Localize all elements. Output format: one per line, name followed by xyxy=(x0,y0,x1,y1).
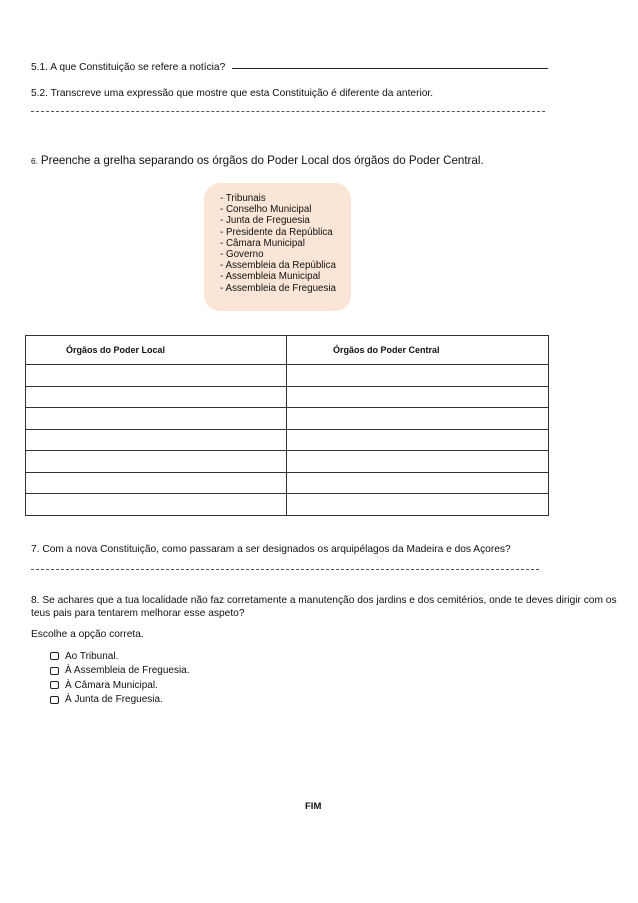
poder-central-cell[interactable] xyxy=(287,429,549,451)
table-row xyxy=(26,408,549,430)
checkbox-icon[interactable] xyxy=(50,652,59,660)
poder-central-cell[interactable] xyxy=(287,451,549,473)
poder-central-cell[interactable] xyxy=(287,386,549,408)
question-7-number: 7. xyxy=(31,544,40,555)
table-row xyxy=(26,365,549,387)
answer-option[interactable] xyxy=(50,664,190,679)
word-bank-item: - Câmara Municipal xyxy=(220,237,305,249)
table-row xyxy=(26,472,549,494)
checkbox-icon[interactable] xyxy=(50,681,59,689)
header-poder-local: Órgãos do Poder Local xyxy=(26,336,287,365)
classification-grid xyxy=(25,335,549,516)
table-row xyxy=(26,451,549,473)
question-8-line1: 8. Se achares que a tua localidade não faz corretamente a manutenção dos jardins e dos cemitérios, onde te deves dirigir com os xyxy=(31,595,617,606)
question-5-2: 5.2. Transcreve uma expressão que mostre que esta Constituição é diferente da anterior. xyxy=(31,88,434,99)
poder-local-cell[interactable] xyxy=(26,408,287,430)
poder-local-cell[interactable] xyxy=(26,472,287,494)
poder-local-cell[interactable] xyxy=(26,365,287,387)
poder-central-cell[interactable] xyxy=(287,494,549,516)
word-bank-item: - Assembleia de Freguesia xyxy=(220,282,336,294)
answer-option-label: À Assembleia de Freguesia. xyxy=(65,665,190,677)
answer-option[interactable] xyxy=(50,649,190,664)
question-7 xyxy=(31,544,511,555)
question-5-1: 5.1. A que Constituição se refere a notícia? xyxy=(31,62,226,73)
question-8-line2: teus pais para tentarem melhorar esse aspeto? xyxy=(31,608,245,619)
word-bank-item: - Conselho Municipal xyxy=(220,204,312,216)
word-bank-item: - Assembleia da República xyxy=(220,260,336,272)
poder-central-cell[interactable] xyxy=(287,365,549,387)
poder-local-cell[interactable] xyxy=(26,494,287,516)
answer-option-label: À Junta de Freguesia. xyxy=(65,694,163,706)
end-label: FIM xyxy=(305,801,322,812)
poder-local-cell[interactable] xyxy=(26,386,287,408)
header-poder-central: Órgãos do Poder Central xyxy=(287,336,549,365)
answer-line-5-1[interactable] xyxy=(232,68,548,69)
checkbox-icon[interactable] xyxy=(50,667,59,675)
question-8-instruction: Escolhe a opção correta. xyxy=(31,629,144,640)
answer-option[interactable] xyxy=(50,693,190,708)
word-bank-item: - Tribunais xyxy=(220,193,266,204)
poder-central-cell[interactable] xyxy=(287,472,549,494)
answer-option-label: Ao Tribunal. xyxy=(65,650,119,662)
poder-local-cell[interactable] xyxy=(26,429,287,451)
word-bank-box xyxy=(204,183,351,311)
answer-line-7[interactable] xyxy=(31,569,539,570)
poder-central-cell[interactable] xyxy=(287,408,549,430)
word-bank-item: - Governo xyxy=(220,249,264,261)
table-row xyxy=(26,429,549,451)
question-6-text: Preenche a grelha separando os órgãos do Poder Local dos órgãos do Poder Central. xyxy=(40,154,484,167)
answer-line-5-2[interactable] xyxy=(31,111,545,112)
answer-options xyxy=(50,649,190,707)
answer-option-label: À Câmara Municipal. xyxy=(65,679,158,691)
word-bank-item: - Junta de Freguesia xyxy=(220,215,310,227)
poder-local-cell[interactable] xyxy=(26,451,287,473)
table-row xyxy=(26,386,549,408)
question-6 xyxy=(31,154,484,167)
word-bank-item: - Presidente da República xyxy=(220,226,333,238)
word-bank-item: - Assembleia Municipal xyxy=(220,271,321,283)
answer-option[interactable] xyxy=(50,678,190,693)
question-6-number: 6. xyxy=(31,156,39,166)
word-bank-list xyxy=(204,183,351,294)
table-row xyxy=(26,494,549,516)
checkbox-icon[interactable] xyxy=(50,696,59,704)
question-7-text: Com a nova Constituição, como passaram a ser designados os arquipélagos da Madeira e dos Açores? xyxy=(42,544,511,555)
